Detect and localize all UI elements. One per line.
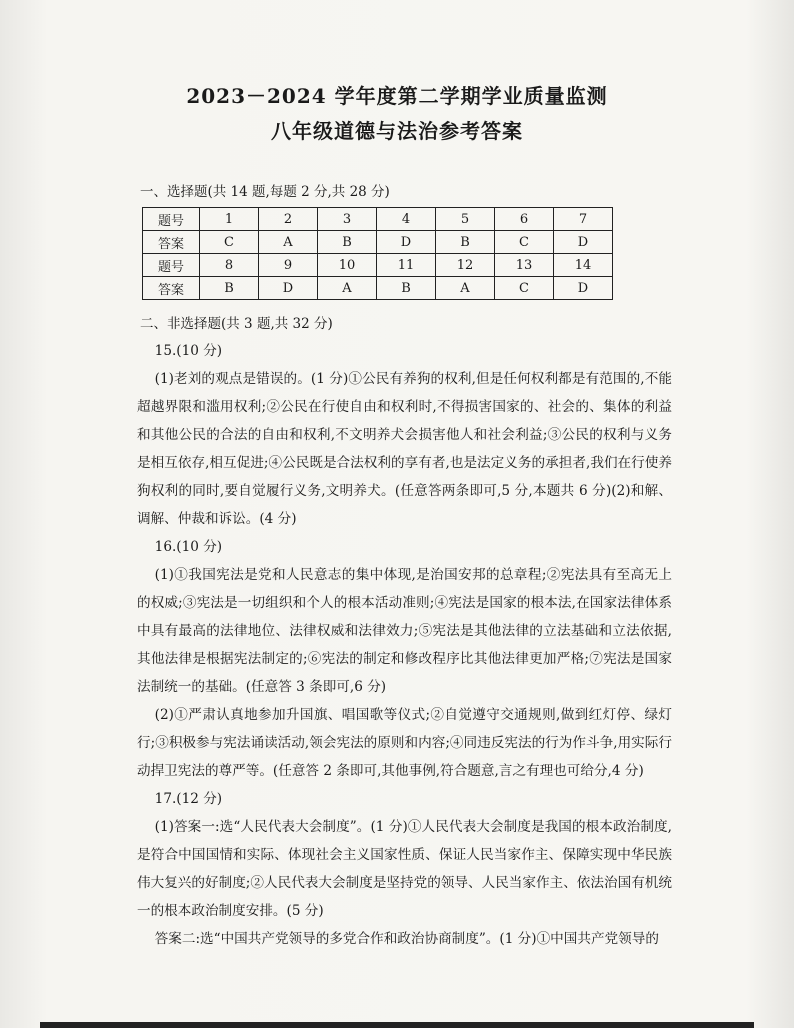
answer-cell: C xyxy=(200,231,259,254)
row-label: 答案 xyxy=(143,277,200,300)
question-number: 2 xyxy=(259,208,318,231)
answer-cell: B xyxy=(377,277,436,300)
table-row xyxy=(143,254,613,277)
question-number: 4 xyxy=(377,208,436,231)
q17-heading: 17.(12 分) xyxy=(154,791,223,807)
question-number: 13 xyxy=(495,254,554,277)
question-number: 6 xyxy=(495,208,554,231)
answer-cell: A xyxy=(436,277,495,300)
question-number: 3 xyxy=(318,208,377,231)
section1-heading: 一、选择题(共 14 题,每题 2 分,共 28 分) xyxy=(140,184,390,200)
answer-cell: D xyxy=(259,277,318,300)
table-row xyxy=(143,231,613,254)
question-number: 14 xyxy=(554,254,613,277)
answer-cell: D xyxy=(554,231,613,254)
question-number: 5 xyxy=(436,208,495,231)
document-subtitle: 八年级道德与法治参考答案 xyxy=(271,119,523,143)
row-label: 答案 xyxy=(143,231,200,254)
question-number: 12 xyxy=(436,254,495,277)
q15-answer: (1)老刘的观点是错误的。(1 分)①公民有养狗的权利,但是任何权利都是有范围的,不能超越界限和滥用权利;②公民在行使自由和权利时,不得损害国家的、社会的、集体的利益和其他公民的合法的自由和权利,不文明养犬会损害他人和社会利益;③公民的权利与义务是相互依存,相互促进;④公民既是合法权利的享有者,也是法定义务的承担者,我们在行使养狗权利的同时,要自觉履行义务,文明养犬。(任意答两条即可,5 分,本题共 6 分)(2)和解、调解、仲裁和诉讼。(4 分) xyxy=(137,371,672,527)
section2-heading: 二、非选择题(共 3 题,共 32 分) xyxy=(140,316,333,332)
question-number: 1 xyxy=(200,208,259,231)
q16-heading: 16.(10 分) xyxy=(154,539,223,555)
answer-table xyxy=(142,207,613,300)
answer-body xyxy=(137,337,672,953)
row-label: 题号 xyxy=(143,254,200,277)
answer-cell: C xyxy=(495,231,554,254)
answer-cell: D xyxy=(377,231,436,254)
answer-cell: A xyxy=(259,231,318,254)
answer-cell: B xyxy=(200,277,259,300)
question-number: 9 xyxy=(259,254,318,277)
row-label: 题号 xyxy=(143,208,200,231)
q17-answer-option1: (1)答案一:选“人民代表大会制度”。(1 分)①人民代表大会制度是我国的根本政治制度,是符合中国国情和实际、体现社会主义国家性质、保证人民当家作主、保障实现中华民族伟大复兴的好制度;②人民代表大会制度是坚持党的领导、人民当家作主、依法治国有机统一的根本政治制度安排。(5 分) xyxy=(137,819,672,919)
question-number: 8 xyxy=(200,254,259,277)
answer-cell: C xyxy=(495,277,554,300)
q17-answer-option2: 答案二:选“中国共产党领导的多党合作和政治协商制度”。(1 分)①中国共产党领导的 xyxy=(154,931,659,947)
q16-answer-part1: (1)①我国宪法是党和人民意志的集中体现,是治国安邦的总章程;②宪法具有至高无上的权威;③宪法是一切组织和个人的根本活动准则;④宪法是国家的根本法,在国家法律体系中具有最高的法律地位、法律权威和法律效力;⑤宪法是其他法律的立法基础和立法依据,其他法律是根据宪法制定的;⑥宪法的制定和修改程序比其他法律更加严格;⑦宪法是国家法制统一的基础。(任意答 3 条即可,6 分) xyxy=(137,567,672,695)
question-number: 10 xyxy=(318,254,377,277)
question-number: 11 xyxy=(377,254,436,277)
q16-answer-part2: (2)①严肃认真地参加升国旗、唱国歌等仪式;②自觉遵守交通规则,做到红灯停、绿灯行;③积极参与宪法诵读活动,领会宪法的原则和内容;④同违反宪法的行为作斗争,用实际行动捍卫宪法的尊严等。(任意答 2 条即可,其他事例,符合题意,言之有理也可给分,4 分) xyxy=(137,707,672,779)
answer-cell: D xyxy=(554,277,613,300)
answer-cell: A xyxy=(318,277,377,300)
answer-cell: B xyxy=(436,231,495,254)
table-row xyxy=(143,277,613,300)
document-title: 2023－2024 学年度第二学期学业质量监测 xyxy=(186,84,608,108)
question-number: 7 xyxy=(554,208,613,231)
answer-cell: B xyxy=(318,231,377,254)
table-row xyxy=(143,208,613,231)
scan-edge xyxy=(40,1022,754,1028)
q15-heading: 15.(10 分) xyxy=(154,343,223,359)
